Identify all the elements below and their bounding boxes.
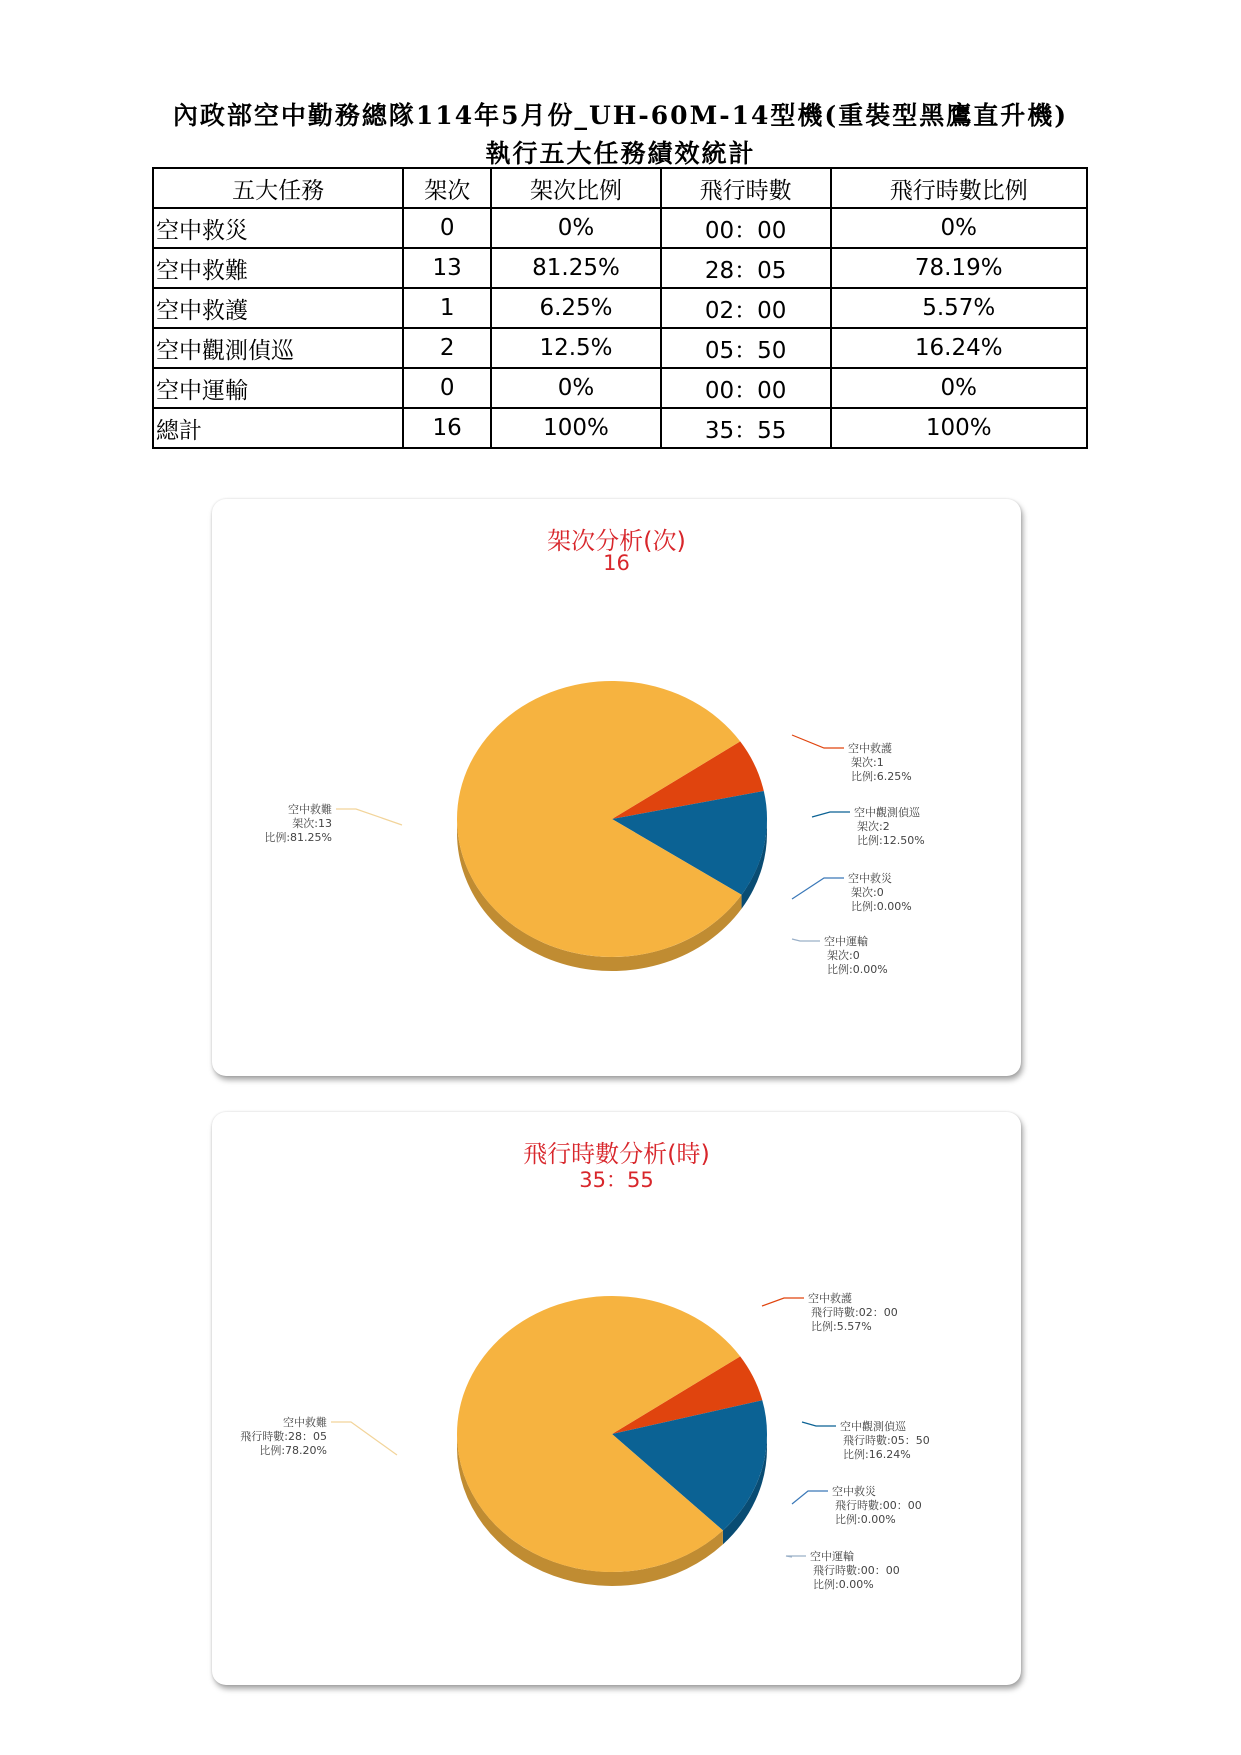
slice-label: 比例:0.00% (813, 1578, 874, 1591)
label-leader-line (792, 939, 820, 941)
label-leader-line (792, 878, 844, 899)
slice-label: 架次:13 (292, 817, 332, 830)
label-leader-line (792, 1491, 828, 1504)
label-leader-line (812, 812, 850, 817)
table-total-row (153, 408, 1087, 448)
chart-title: 架次分析(次) (547, 527, 686, 555)
slice-label: 飛行時數:28：05 (240, 1430, 327, 1443)
slice-label: 比例:0.00% (851, 900, 912, 913)
hours-pie-chart (212, 1112, 1021, 1685)
cell-hours-ratio: 0% (831, 208, 1088, 248)
slice-label: 飛行時數:00：00 (813, 1564, 900, 1577)
slice-label: 比例:12.50% (857, 834, 925, 847)
slice-label: 比例:81.25% (264, 831, 332, 844)
cell-sorties: 2 (403, 328, 491, 368)
cell-sorties: 1 (403, 288, 491, 328)
cell-sortie-ratio: 100% (491, 408, 661, 448)
slice-label: 比例:78.20% (259, 1444, 327, 1457)
cell-sortie-ratio: 12.5% (491, 328, 661, 368)
report-title: 內政部空中勤務總隊114年5月份_UH-60M-14型機(重裝型黑鷹直升機) (172, 101, 1069, 130)
slice-label: 飛行時數:02：00 (811, 1306, 898, 1319)
cell-mission: 空中救災 (153, 208, 403, 248)
slice-label: 架次:0 (851, 886, 884, 899)
cell-sortie-ratio: 81.25% (491, 248, 661, 288)
cell-sorties: 0 (403, 208, 491, 248)
cell-hours-ratio: 0% (831, 368, 1088, 408)
cell-mission: 空中救難 (153, 248, 403, 288)
table-row (153, 248, 1087, 288)
slice-label: 空中救難 (283, 1416, 327, 1429)
cell-mission: 空中運輸 (153, 368, 403, 408)
table-row (153, 288, 1087, 328)
hours-pie-chart-card (212, 1112, 1021, 1685)
cell-flight-hours: 28：05 (661, 248, 831, 288)
slice-label: 比例:6.25% (851, 770, 912, 783)
chart-total: 35：55 (579, 1168, 654, 1192)
cell-sortie-ratio: 6.25% (491, 288, 661, 328)
cell-sortie-ratio: 0% (491, 208, 661, 248)
header-mission: 五大任務 (153, 168, 403, 208)
slice-label: 空中救護 (808, 1292, 852, 1305)
slice-label: 空中救護 (848, 742, 892, 755)
cell-mission: 空中救護 (153, 288, 403, 328)
slice-label: 比例:5.57% (811, 1320, 872, 1333)
header-sortie-ratio: 架次比例 (491, 168, 661, 208)
cell-hours-ratio: 16.24% (831, 328, 1088, 368)
label-leader-line (802, 1422, 836, 1426)
label-leader-line (786, 1556, 806, 1557)
slice-label: 比例:16.24% (843, 1448, 911, 1461)
slice-label: 飛行時數:05：50 (843, 1434, 930, 1447)
cell-flight-hours: 35：55 (661, 408, 831, 448)
header-flight-hours: 飛行時數 (661, 168, 831, 208)
table-row (153, 368, 1087, 408)
label-leader-line (331, 1422, 397, 1455)
label-leader-line (792, 735, 844, 748)
slice-label: 架次:1 (851, 756, 884, 769)
cell-flight-hours: 00：00 (661, 208, 831, 248)
slice-label: 比例:0.00% (827, 963, 888, 976)
slice-label: 空中運輸 (810, 1550, 854, 1563)
chart-total: 16 (603, 551, 630, 575)
mission-stats-table (152, 167, 1088, 449)
table-header-row (153, 168, 1087, 208)
slice-label: 空中救災 (832, 1485, 876, 1498)
header-sorties: 架次 (403, 168, 491, 208)
cell-hours-ratio: 100% (831, 408, 1088, 448)
label-leader-line (336, 809, 402, 825)
header-hours-ratio: 飛行時數比例 (831, 168, 1088, 208)
cell-sorties: 0 (403, 368, 491, 408)
table-row (153, 208, 1087, 248)
label-leader-line (762, 1298, 804, 1306)
cell-hours-ratio: 78.19% (831, 248, 1088, 288)
slice-label: 空中觀測偵巡 (854, 806, 920, 819)
table-row (153, 328, 1087, 368)
slice-label: 飛行時數:00：00 (835, 1499, 922, 1512)
slice-label: 架次:0 (827, 949, 860, 962)
cell-hours-ratio: 5.57% (831, 288, 1088, 328)
cell-mission: 空中觀測偵巡 (153, 328, 403, 368)
cell-sorties: 16 (403, 408, 491, 448)
report-subtitle: 執行五大任務績效統計 (485, 139, 756, 168)
slice-label: 空中救災 (848, 872, 892, 885)
cell-flight-hours: 05：50 (661, 328, 831, 368)
slice-label: 空中觀測偵巡 (840, 1420, 906, 1433)
cell-flight-hours: 02：00 (661, 288, 831, 328)
chart-title: 飛行時數分析(時) (523, 1140, 710, 1168)
slice-label: 架次:2 (857, 820, 890, 833)
cell-sorties: 13 (403, 248, 491, 288)
slice-label: 空中運輸 (824, 935, 868, 948)
cell-flight-hours: 00：00 (661, 368, 831, 408)
cell-sortie-ratio: 0% (491, 368, 661, 408)
slice-label: 比例:0.00% (835, 1513, 896, 1526)
sortie-pie-chart-card (212, 499, 1021, 1076)
cell-mission: 總計 (153, 408, 403, 448)
sortie-pie-chart (212, 499, 1021, 1076)
slice-label: 空中救難 (288, 803, 332, 816)
